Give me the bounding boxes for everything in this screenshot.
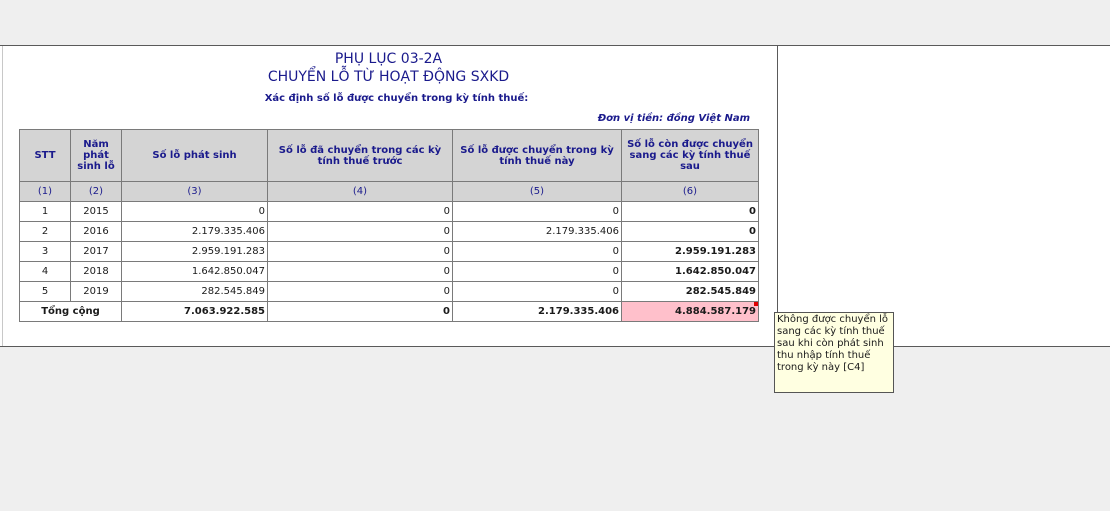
table-row — [20, 282, 759, 302]
col-header-carried-before: Số lỗ đã chuyển trong các kỳ tính thuế trước — [268, 130, 453, 182]
cell-carried-this[interactable]: 0 — [453, 202, 622, 222]
cell-stt[interactable]: 5 — [20, 282, 71, 302]
cell-remaining[interactable]: 2.959.191.283 — [622, 242, 759, 262]
cell-stt[interactable]: 3 — [20, 242, 71, 262]
table-row — [20, 242, 759, 262]
col-header-stt: STT — [20, 130, 71, 182]
cell-carried-before[interactable]: 0 — [268, 222, 453, 242]
validation-tooltip: Không được chuyển lỗ sang các kỳ tính thuế sau khi còn phát sinh thu nhập tính thuế trong kỳ này [C4] — [774, 312, 894, 393]
col-index: (3) — [122, 182, 268, 202]
cell-stt[interactable]: 4 — [20, 262, 71, 282]
col-index: (6) — [622, 182, 759, 202]
form-title: CHUYỂN LỖ TỪ HOẠT ĐỘNG SXKD — [267, 69, 510, 85]
col-header-remaining: Số lỗ còn được chuyển sang các kỳ tính thuế sau — [622, 130, 759, 182]
total-carried-before[interactable]: 0 — [268, 302, 453, 322]
cell-year[interactable]: 2019 — [71, 282, 122, 302]
total-carried-this[interactable]: 2.179.335.406 — [453, 302, 622, 322]
cell-year[interactable]: 2015 — [71, 202, 122, 222]
cell-carried-before[interactable]: 0 — [268, 282, 453, 302]
sheet-left-border — [2, 46, 3, 346]
col-index: (2) — [71, 182, 122, 202]
cell-incurred[interactable]: 282.545.849 — [122, 282, 268, 302]
cell-carried-before[interactable]: 0 — [268, 262, 453, 282]
cell-carried-this[interactable]: 0 — [453, 242, 622, 262]
cell-year[interactable]: 2018 — [71, 262, 122, 282]
cell-carried-this[interactable]: 0 — [453, 282, 622, 302]
cell-year[interactable]: 2016 — [71, 222, 122, 242]
cell-stt[interactable]: 1 — [20, 202, 71, 222]
worksheet-area — [0, 45, 1110, 347]
loss-carryforward-table — [19, 129, 759, 322]
cell-stt[interactable]: 2 — [20, 222, 71, 242]
cell-carried-this[interactable]: 2.179.335.406 — [453, 222, 622, 242]
col-index: (1) — [20, 182, 71, 202]
appendix-title: PHỤ LỤC 03-2A — [334, 51, 443, 67]
total-remaining: 4.884.587.179 — [675, 306, 756, 317]
sheet-divider — [777, 46, 778, 346]
table-row — [20, 202, 759, 222]
table-row — [20, 222, 759, 242]
cell-remaining[interactable]: 282.545.849 — [622, 282, 759, 302]
col-header-carried-this: Số lỗ được chuyển trong kỳ tính thuế này — [453, 130, 622, 182]
table-row — [20, 262, 759, 282]
cell-incurred[interactable]: 1.642.850.047 — [122, 262, 268, 282]
col-index: (4) — [268, 182, 453, 202]
col-index: (5) — [453, 182, 622, 202]
cell-year[interactable]: 2017 — [71, 242, 122, 262]
col-header-year: Năm phát sinh lỗ — [71, 130, 122, 182]
col-header-incurred: Số lỗ phát sinh — [122, 130, 268, 182]
cell-carried-before[interactable]: 0 — [268, 242, 453, 262]
total-row — [20, 302, 759, 322]
form-subtitle: Xác định số lỗ được chuyển trong kỳ tính thuế: — [264, 93, 529, 104]
currency-unit-label: Đơn vị tiền: đồng Việt Nam — [597, 113, 750, 124]
total-incurred[interactable]: 7.063.922.585 — [122, 302, 268, 322]
cell-remaining[interactable]: 0 — [622, 222, 759, 242]
total-label: Tổng cộng — [20, 302, 122, 322]
comment-marker-icon — [754, 302, 758, 306]
cell-remaining[interactable]: 1.642.850.047 — [622, 262, 759, 282]
cell-incurred[interactable]: 2.959.191.283 — [122, 242, 268, 262]
top-toolbar-area — [0, 0, 1110, 45]
cell-incurred[interactable]: 2.179.335.406 — [122, 222, 268, 242]
cell-carried-before[interactable]: 0 — [268, 202, 453, 222]
cell-carried-this[interactable]: 0 — [453, 262, 622, 282]
cell-remaining[interactable]: 0 — [622, 202, 759, 222]
total-remaining-cell[interactable] — [622, 302, 759, 322]
cell-incurred[interactable]: 0 — [122, 202, 268, 222]
